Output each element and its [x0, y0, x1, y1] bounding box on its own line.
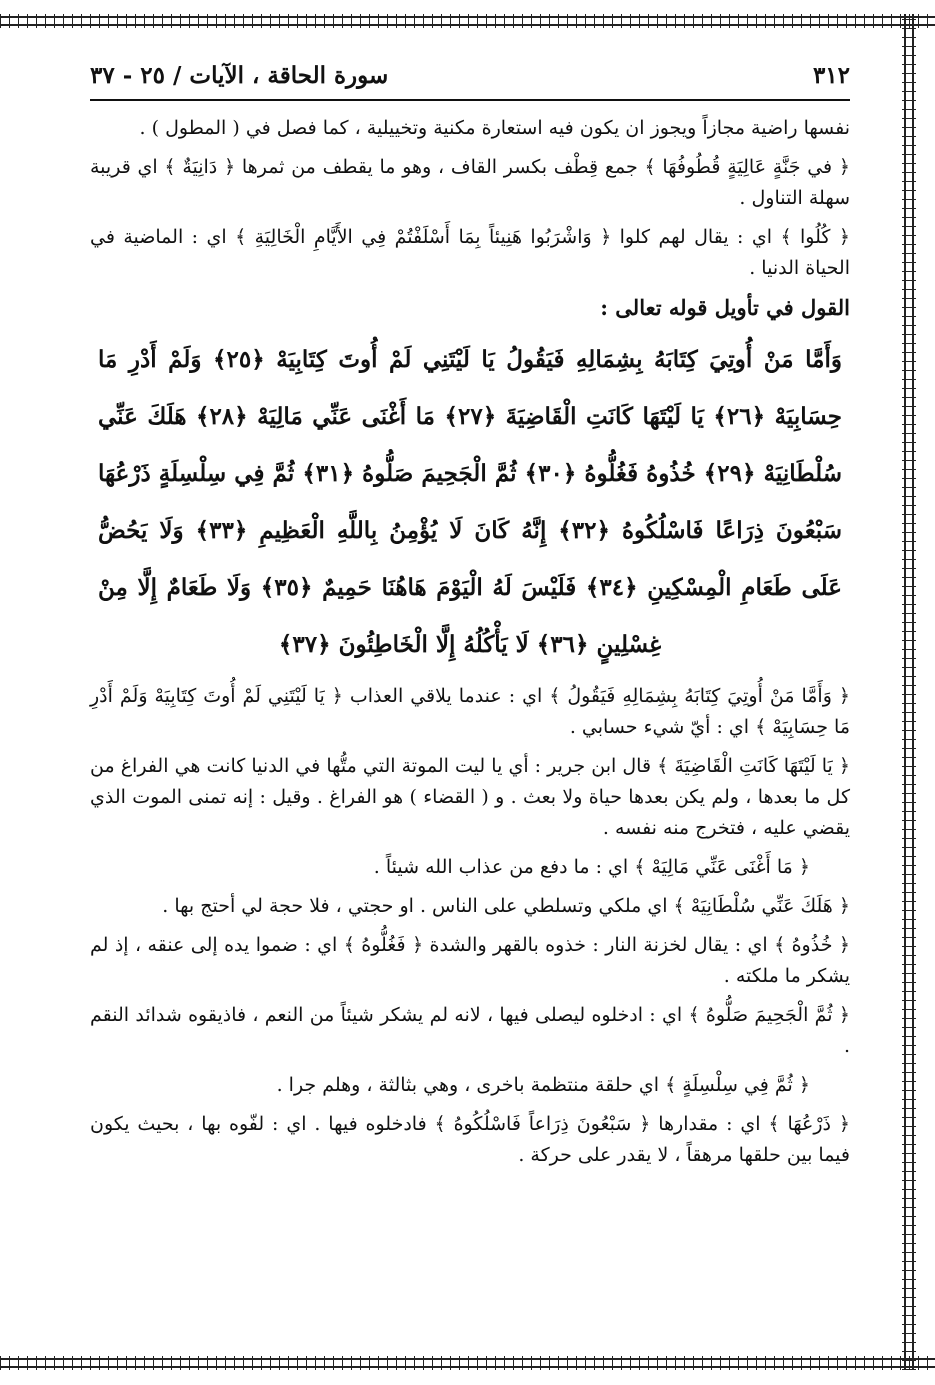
surah-title: سورة الحاقة ، الآيات / ٢٥ - ٣٧ [90, 62, 389, 89]
section-title: القول في تأويل قوله تعالى : [600, 295, 850, 320]
commentary-paragraph: ﴿ ثُمَّ فِي سِلْسِلَةٍ ﴾ اي حلقة منتظمة باخرى ، وهي بثالثة ، وهلم جرا . [276, 1074, 810, 1096]
book-page [90, 62, 850, 1352]
paragraph: ﴿ في جَنَّةٍ عَالِيَةٍ قُطُوفُهَا ﴾ جمع قِطْف بكسر القاف ، وهو ما يقطف من ثمرها ﴿ دَانِيَةٌ ﴾ اي قريبة سهلة التناول . [90, 156, 851, 209]
commentary-paragraph: ﴿ ذَرْعُهَا ﴾ اي : مقدارها ﴿ سَبْعُونَ ذِرَاعاً فَاسْلُكُوهُ ﴾ فادخلوه فيها . اي : لفّوه بها ، بحيث يكون فيما بين حلقها مرهقاً ، لا يقدر على حركة . [90, 1113, 850, 1166]
commentary-paragraph: ﴿ مَا أَغْنَى عَنِّي مَالِيَهْ ﴾ اي : ما دفع من عذاب الله شيئاً . [373, 856, 810, 878]
commentary-paragraph: ﴿ يَا لَيْتَهَا كَانَتِ الْقَاضِيَةَ ﴾ قال ابن جرير : أي يا ليت الموتة التي متُّها في الدنيا كانت هي الفراغ من كل ما بعدها ، ولم يكن بعدها حياة ولا بعث . و ( القضاء ) هو الفراغ . وقيل : إنه تمنى الموت الذي يقضي عليه ، فتخرج منه نفسه . [90, 755, 850, 839]
page-border-top [0, 14, 935, 28]
page-border-bottom [0, 1356, 935, 1370]
paragraph: ﴿ كُلُوا ﴾ اي : يقال لهم كلوا ﴿ وَاشْرَبُوا هَنِيئاً بِمَا أَسْلَفْتُمْ فِي الأَيَّامِ الْخَالِيَةِ ﴾ اي : الماضية في الحياة الدنيا . [90, 226, 850, 279]
page-header [90, 62, 850, 101]
commentary-paragraph: ﴿ وَأَمَّا مَنْ أُوتِيَ كِتَابَهُ بِشِمَالِهِ فَيَقُولُ ﴾ اي : عندما يلاقي العذاب ﴿ يَا لَيْتَنِي لَمْ أُوتَ كِتَابِيَهْ وَلَمْ أَدْرِ مَا حِسَابِيَهْ ﴾ اي : أيّ شيء حسابي . [90, 685, 850, 738]
commentary-paragraph: ﴿ هَلَكَ عَنِّي سُلْطَانِيَهْ ﴾ اي ملكي وتسلطي على الناس . او حجتي ، فلا حجة لي أحتج بها . [162, 895, 850, 917]
commentary-paragraph: ﴿ ثُمَّ الْجَحِيمَ صَلُّوهُ ﴾ اي : ادخلوه ليصلى فيها ، لانه لم يشكر شيئاً من النعم ، فاذيقوه شدائد النقم . [90, 1004, 850, 1057]
commentary-paragraph: ﴿ خُذُوهُ ﴾ اي : يقال لخزنة النار : خذوه بالقهر والشدة ﴿ فَغُلُّوهُ ﴾ اي : ضموا يده إلى عنقه ، إذ لم يشكر ما ملكته . [90, 934, 850, 987]
page-content [90, 113, 850, 1171]
quran-verses: وَأَمَّا مَنْ أُوتِيَ كِتَابَهُ بِشِمَالِهِ فَيَقُولُ يَا لَيْتَنِي لَمْ أُوتَ كِتَابِيَهْ ﴿٢٥﴾ وَلَمْ أَدْرِ مَا حِسَابِيَهْ ﴿٢٦﴾ يَا لَيْتَهَا كَانَتِ الْقَاضِيَةَ ﴿٢٧﴾ مَا أَغْنَى عَنِّي مَالِيَهْ ﴿٢٨﴾ هَلَكَ عَنِّي سُلْطَانِيَهْ ﴿٢٩﴾ خُذُوهُ فَغُلُّوهُ ﴿٣٠﴾ ثُمَّ الْجَحِيمَ صَلُّوهُ ﴿٣١﴾ ثُمَّ فِي سِلْسِلَةٍ ذَرْعُهَا سَبْعُونَ ذِرَاعًا فَاسْلُكُوهُ ﴿٣٢﴾ إِنَّهُ كَانَ لَا يُؤْمِنُ بِاللَّهِ الْعَظِيمِ ﴿٣٣﴾ وَلَا يَحُضُّ عَلَى طَعَامِ الْمِسْكِينِ ﴿٣٤﴾ فَلَيْسَ لَهُ الْيَوْمَ هَاهُنَا حَمِيمٌ ﴿٣٥﴾ وَلَا طَعَامٌ إِلَّا مِنْ غِسْلِينٍ ﴿٣٦﴾ لَا يَأْكُلُهُ إِلَّا الْخَاطِئُونَ ﴿٣٧﴾ [98, 346, 843, 658]
page-border-right [902, 14, 916, 1370]
page-number: ٣١٢ [812, 62, 850, 89]
paragraph: نفسها راضية مجازاً ويجوز ان يكون فيه استعارة مكنية وتخييلية ، كما فصل في ( المطول ) . [139, 117, 850, 139]
